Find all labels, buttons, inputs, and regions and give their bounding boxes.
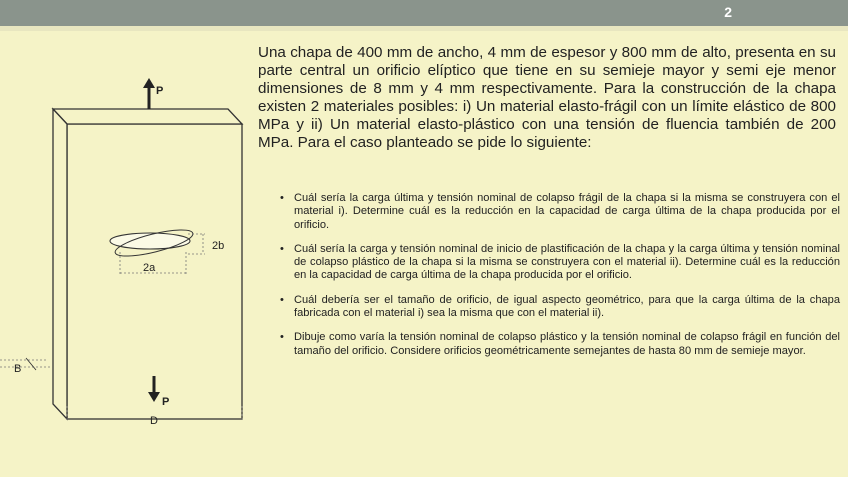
dim-label-2a: 2a — [143, 262, 156, 274]
bullet-icon: • — [280, 331, 284, 344]
bullet-icon: • — [280, 242, 284, 255]
page-number: 2 — [724, 4, 732, 20]
list-item — [280, 331, 840, 358]
dimension-B — [0, 360, 50, 367]
plate-diagram — [0, 40, 250, 440]
header-divider — [0, 26, 848, 31]
list-item — [280, 243, 840, 283]
dim-label-B: B — [14, 363, 22, 375]
list-item — [280, 294, 840, 321]
task-text: Dibuje como varía la tensión nominal de colapso plástico y la tensión nominal de colapso frágil en función del tamaño del orificio. Considere orificios geométricamente semejantes de hasta 80 mm de semieje mayor. — [294, 331, 840, 357]
task-text: Cuál sería la carga última y tensión nominal de colapso frágil de la chapa si la misma se construyera con el material i). Determine cuál es la reducción en la capacidad de carga última de la chapa producida por el orificio. — [294, 192, 840, 231]
load-arrow-top — [143, 78, 155, 109]
load-label-top: P — [156, 85, 164, 97]
dim-label-D: D — [150, 415, 158, 427]
task-text: Cuál debería ser el tamaño de orificio, de igual aspecto geométrico, para que la carga última de la chapa fabricada con el material i) sea la misma que con el material ii). — [294, 293, 840, 320]
dim-label-2b: 2b — [212, 240, 225, 252]
plate-top-face — [53, 109, 242, 124]
list-item — [280, 192, 840, 232]
task-text: Cuál sería la carga y tensión nominal de inicio de plastificación de la chapa y la carga última y tensión nominal de colapso plástico de la chapa si la misma se construyera con el material ii). Determine cuál es la reducción en la capacidad de carga última de la chapa producida por el orificio. — [294, 242, 840, 282]
plate-side-face — [53, 109, 67, 419]
bullet-icon: • — [280, 293, 284, 306]
task-list — [280, 192, 840, 369]
header-bar — [0, 0, 848, 26]
problem-statement: Una chapa de 400 mm de ancho, 4 mm de espesor y 800 mm de alto, presenta en su parte central un orificio elíptico que tiene en su semieje mayor y semi eje menor dimensiones de 8 mm y 4 mm respectivamente. Para la construcción de la chapa existen 2 materiales posibles: i) Un material elasto-frágil con un límite elástico de 800 MPa y ii) Un material elasto-plástico con una tensión de fluencia también de 200 MPa. Para el caso planteado se pide lo siguiente: — [258, 44, 836, 151]
load-label-bottom: P — [162, 396, 170, 408]
bullet-icon: • — [280, 192, 284, 204]
